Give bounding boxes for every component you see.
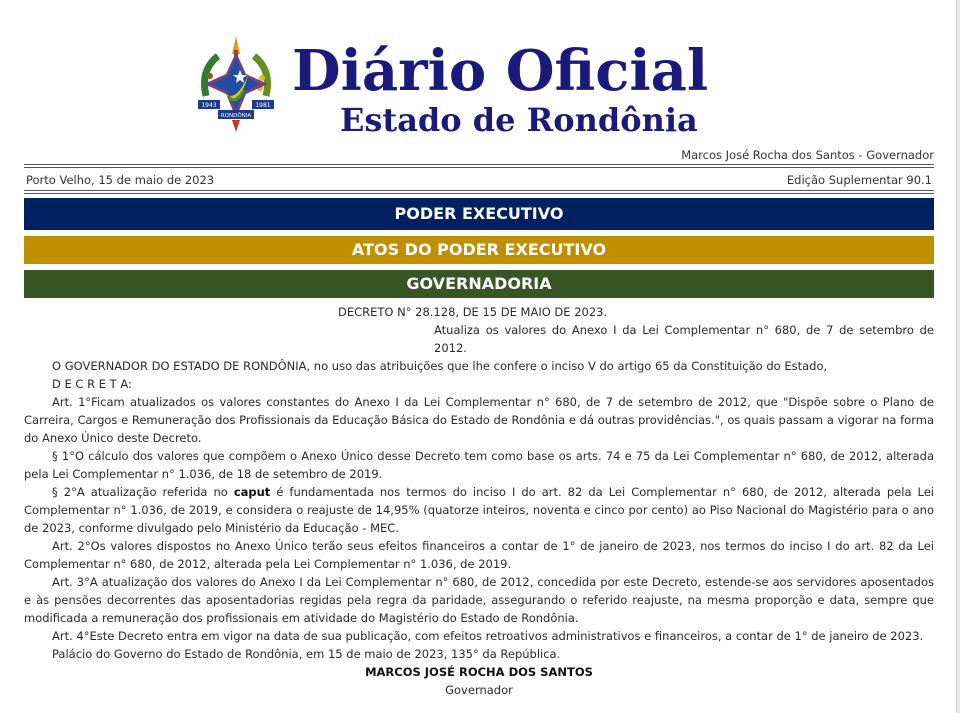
header-rule-top: [24, 164, 934, 168]
decree-body: [24, 303, 934, 699]
signatory-role: Governador: [445, 683, 513, 697]
masthead-subtitle: Estado de Rondônia: [340, 101, 698, 139]
article-2: Art. 2°Os valores dispostos no Anexo Único terão seus efeitos financeiros a contar de 1° de janeiro de 2023, nos termos do inciso I do art. 82 da Lei Complementar n° 680, de 2012, alterada pela Lei Complementar n° 1.036, de 2019.: [24, 539, 934, 571]
svg-text:RONDÔNIA: RONDÔNIA: [220, 113, 252, 119]
rondonia-coat-of-arms-icon: [196, 36, 276, 132]
closing-statement: Palácio do Governo do Estado de Rondônia, em 15 de maio de 2023, 135° da República.: [52, 647, 561, 661]
masthead: [0, 34, 960, 144]
paragraph-2: [24, 483, 934, 537]
article-1: Art. 1°Ficam atualizados os valores constantes do Anexo I da Lei Complementar n° 680, de 7 de setembro de 2012, que "Dispõe sobre o Plano de Carreira, Cargos e Remuneração dos Profissionais da Educação Básica do Estado de Rondônia e dá outras providências.", os quais passam a vigorar na forma do Anexo Único deste Decreto.: [24, 395, 934, 445]
header-rule-bottom: [24, 190, 934, 194]
article-4: Art. 4°Este Decreto entra em vigor na data de sua publicação, com efeitos retroativos administrativos e financeiros, a contar de 1° de janeiro de 2023.: [52, 629, 924, 643]
section-band-atos: ATOS DO PODER EXECUTIVO: [24, 236, 934, 264]
edition-number: Edição Suplementar 90.1: [786, 173, 932, 187]
decree-ementa: Atualiza os valores do Anexo I da Lei Complementar n° 680, de 7 de setembro de 2012.: [434, 323, 934, 355]
section-band-poder-executivo: PODER EXECUTIVO: [24, 198, 934, 230]
svg-text:1981: 1981: [255, 102, 271, 109]
section-band-governadoria: GOVERNADORIA: [24, 270, 934, 298]
decree-title: DECRETO N° 28.128, DE 15 DE MAIO DE 2023.: [338, 305, 608, 319]
svg-text:1943: 1943: [201, 102, 217, 109]
page-edge-scrollbar[interactable]: [956, 0, 960, 713]
article-3: Art. 3°A atualização dos valores do Anexo I da Lei Complementar n° 680, de 2012, concedida por este Decreto, estende-se aos servidores aposentados e às pensões decorrentes das aposentadorias regidas pela regra da paridade, assegurando o referido reajuste, na mesma proporção e data, sempre que modificada a remuneração dos profissionais em atividade do Magistério do Estado de Rondônia.: [24, 575, 934, 625]
masthead-title: Diário Oficial: [292, 38, 709, 104]
decreta-label: D E C R E T A:: [52, 377, 132, 391]
governor-name: Marcos José Rocha dos Santos - Governador: [681, 148, 934, 162]
signatory-name: MARCOS JOSÉ ROCHA DOS SANTOS: [365, 665, 593, 679]
caput-term: caput: [233, 485, 271, 499]
paragraph-2-text-b: é fundamentada nos termos do inciso I do art. 82 da Lei Complementar n° 680, de 2012, alterada pela Lei Complementar n° 1.036, de 2019, e considera o reajuste de 14,95% (quatorze inteiros, noventa e cinco por cento) ao Piso Nacional do Magistério para o ano de 2023, conforme divulgado pelo Ministério da Educação - MEC.: [24, 485, 934, 535]
paragraph-2-text-a: § 2°A atualização referida no: [52, 485, 234, 499]
place-date: Porto Velho, 15 de maio de 2023: [26, 173, 215, 187]
paragraph-1: § 1°O cálculo dos valores que compõem o Anexo Único desse Decreto tem como base os arts. 74 e 75 da Lei Complementar n° 680, de 2012, alterada pela Lei Complementar n° 1.036, de 18 de setembro de 2019.: [24, 449, 934, 481]
decree-preamble: O GOVERNADOR DO ESTADO DE RONDÔNIA, no uso das atribuições que lhe confere o inciso V do artigo 65 da Constituição do Estado,: [52, 359, 828, 373]
